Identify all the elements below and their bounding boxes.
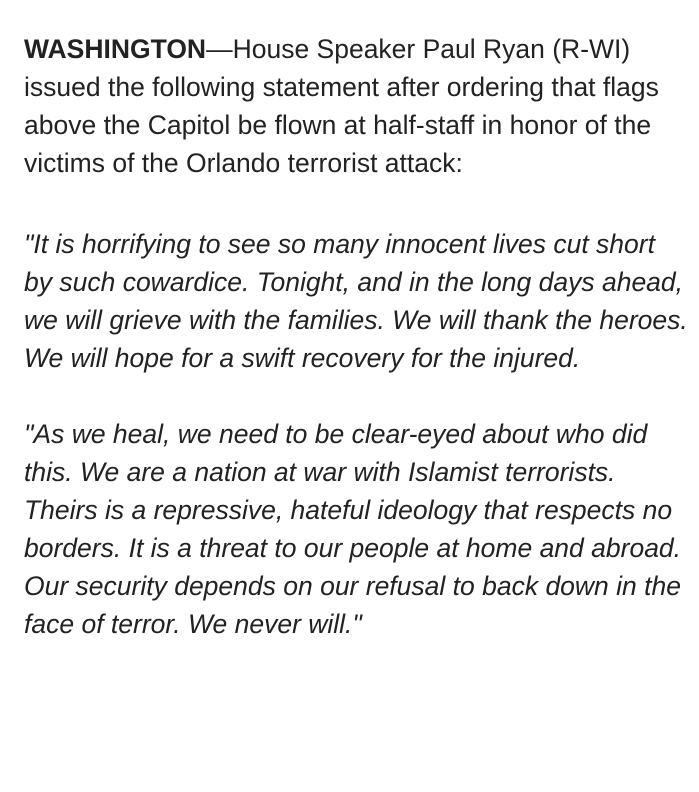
intro-paragraph [24, 30, 688, 182]
intro-text: —House Speaker Paul Ryan (R-WI) issued the following statement after ordering that flags above the Capitol be flown at half-staff in honor of the victims of the Orlando terrorist attack: [24, 34, 659, 178]
dateline: WASHINGTON [24, 34, 207, 64]
press-statement [24, 30, 688, 681]
quote-paragraph-1: "It is horrifying to see so many innocent lives cut short by such cowardice. Tonight, and in the long days ahead, we will grieve with the families. We will thank the heroes. We will hope for a swift recovery for the injured. [24, 229, 688, 373]
quote-paragraph-2: "As we heal, we need to be clear-eyed about who did this. We are a nation at war with Islamist terrorists. Theirs is a repressive, hateful ideology that respects no borders. It is a threat to our people at home and abroad. Our security depends on our refusal to back down in the face of terror. We never will." [24, 419, 682, 639]
